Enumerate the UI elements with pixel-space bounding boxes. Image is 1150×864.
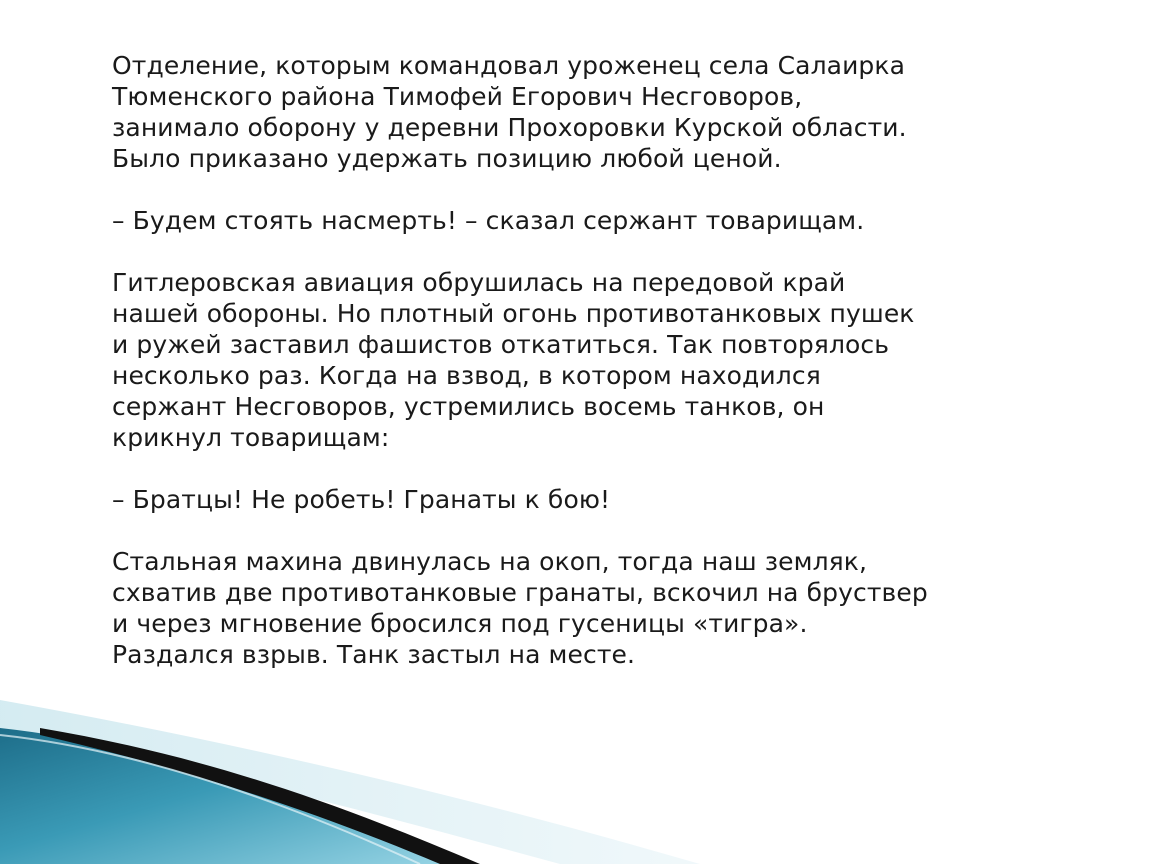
text-line: крикнул товарищам: xyxy=(112,423,390,452)
text-line: схватив две противотанковые гранаты, вскочил на бруствер xyxy=(112,578,928,607)
text-line: несколько раз. Когда на взвод, в котором находился xyxy=(112,361,821,390)
text-line: Было приказано удержать позицию любой ценой. xyxy=(112,144,782,173)
text-line: Гитлеровская авиация обрушилась на передовой край xyxy=(112,268,846,297)
paragraph-4 xyxy=(112,484,1012,515)
text-line: – Братцы! Не робеть! Гранаты к бою! xyxy=(112,485,611,514)
text-line: нашей обороны. Но плотный огонь противотанковых пушек xyxy=(112,299,915,328)
paragraph-2 xyxy=(112,205,1012,236)
paragraph-5 xyxy=(112,546,1012,670)
text-line: и через мгновение бросился под гусеницы «тигра». xyxy=(112,609,808,638)
paragraph-1 xyxy=(112,50,1012,174)
text-line: Отделение, которым командовал уроженец села Салаирка xyxy=(112,51,906,80)
text-line: Стальная махина двинулась на окоп, тогда наш земляк, xyxy=(112,547,868,576)
slide-text-body xyxy=(112,50,1012,701)
text-line: сержант Несговоров, устремились восемь танков, он xyxy=(112,392,825,421)
text-line: и ружей заставил фашистов откатиться. Так повторялось xyxy=(112,330,890,359)
text-line: занимало оборону у деревни Прохоровки Курской области. xyxy=(112,113,907,142)
text-line: – Будем стоять насмерть! – сказал сержант товарищам. xyxy=(112,206,865,235)
text-line: Раздался взрыв. Танк застыл на месте. xyxy=(112,640,636,669)
paragraph-3 xyxy=(112,267,1012,453)
text-line: Тюменского района Тимофей Егорович Несговоров, xyxy=(112,82,803,111)
